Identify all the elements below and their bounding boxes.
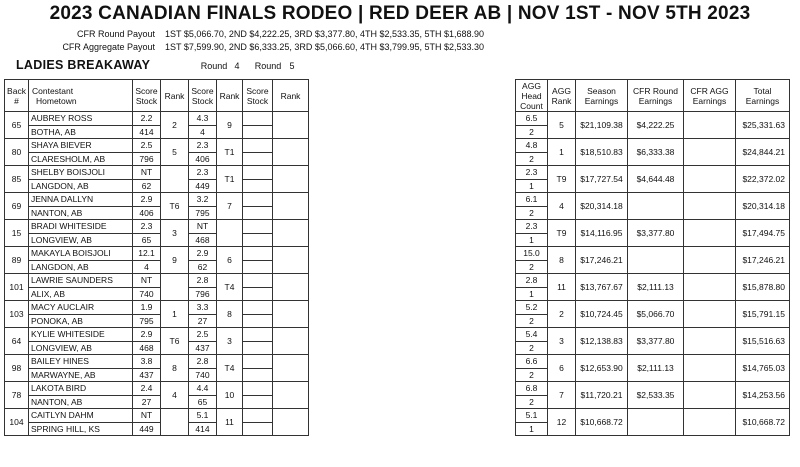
agg-time: 6.1 [516, 193, 548, 207]
earnings-row [516, 409, 790, 423]
contestant-hometown: LONGVIEW, AB [29, 341, 133, 355]
round-5-rank: 10 [217, 382, 243, 409]
back-number: 103 [5, 301, 29, 328]
agg-head-count: 1 [516, 179, 548, 193]
round-4-score: 1.9 [133, 301, 161, 315]
round-5-score: 3.3 [189, 301, 217, 315]
round-5-rank: T1 [217, 166, 243, 193]
cfr-agg-earnings [684, 112, 736, 139]
round-4-rank: 8 [161, 355, 189, 382]
round-5-rank: 3 [217, 328, 243, 355]
round-6-score [243, 301, 273, 315]
agg-rank: 2 [548, 301, 576, 328]
season-earnings: $11,720.21 [576, 382, 628, 409]
agg-rank: 12 [548, 409, 576, 436]
round-4-stock: 449 [133, 422, 161, 436]
contestant-hometown: NANTON, AB [29, 206, 133, 220]
season-earnings: $17,246.21 [576, 247, 628, 274]
table-row [5, 166, 309, 180]
back-number: 98 [5, 355, 29, 382]
cfr-agg-earnings [684, 193, 736, 220]
round-6-stock [243, 368, 273, 382]
contestant-hometown: LONGVIEW, AB [29, 233, 133, 247]
contestant-name: CAITLYN DAHM [29, 409, 133, 423]
round-5-rank: 8 [217, 301, 243, 328]
round-4-score: 2.3 [133, 220, 161, 234]
round-4-stock: 468 [133, 341, 161, 355]
round-4-stock: 795 [133, 314, 161, 328]
cfr-agg-earnings [684, 355, 736, 382]
total-earnings: $10,668.72 [736, 409, 790, 436]
contestant-name: LAKOTA BIRD [29, 382, 133, 396]
table-row-sub [5, 368, 309, 382]
event-name: LADIES BREAKAWAY [16, 58, 151, 72]
round-4-score: NT [133, 274, 161, 288]
round-6-rank [273, 220, 309, 247]
round-4-rank [161, 274, 189, 301]
round-payout [0, 29, 800, 41]
round-5-stock: 27 [189, 314, 217, 328]
round-5-rank: 7 [217, 193, 243, 220]
season-earnings: $10,668.72 [576, 409, 628, 436]
round-6-stock [243, 152, 273, 166]
round-6-rank [273, 355, 309, 382]
agg-head-count: 2 [516, 314, 548, 328]
season-earnings: $20,314.18 [576, 193, 628, 220]
round-4-rank: T6 [161, 193, 189, 220]
round-5-rank: T1 [217, 139, 243, 166]
contestant-hometown: MARWAYNE, AB [29, 368, 133, 382]
contestant-header [29, 80, 133, 112]
agg-time: 2.3 [516, 166, 548, 180]
agg-head-count: 2 [516, 395, 548, 409]
round-6-stock [243, 395, 273, 409]
round-4-score: NT [133, 409, 161, 423]
round-6-rank [273, 166, 309, 193]
table-row [5, 409, 309, 423]
round-4-stock: 27 [133, 395, 161, 409]
round-6-score [243, 355, 273, 369]
back-number: 89 [5, 247, 29, 274]
round-5-score: NT [189, 220, 217, 234]
cfr-round-earnings: $3,377.80 [628, 328, 684, 355]
table-row-sub [5, 422, 309, 436]
season-earnings: $12,138.83 [576, 328, 628, 355]
round-5-score: 2.3 [189, 139, 217, 153]
round-6-score [243, 193, 273, 207]
round-4-score: 2.2 [133, 112, 161, 126]
earnings-row [516, 301, 790, 315]
round-4-score: 2.9 [133, 193, 161, 207]
agg-head-count: 2 [516, 152, 548, 166]
table-row [5, 301, 309, 315]
agg-rank: T9 [548, 166, 576, 193]
table-row [5, 112, 309, 126]
earnings-row [516, 193, 790, 207]
round-6-score [243, 328, 273, 342]
contestant-hometown: PONOKA, AB [29, 314, 133, 328]
round-5-score: 3.2 [189, 193, 217, 207]
round-4-stock: 740 [133, 287, 161, 301]
earnings-row [516, 274, 790, 288]
back-number: 101 [5, 274, 29, 301]
cfr-round-earnings-header: CFR Round Earnings [628, 80, 684, 112]
round-4-stock: 414 [133, 125, 161, 139]
aggregate-payout-label: CFR Aggregate Payout [62, 42, 155, 52]
contestant-name: KYLIE WHITESIDE [29, 328, 133, 342]
agg-head-count: 2 [516, 260, 548, 274]
season-earnings: $12,653.90 [576, 355, 628, 382]
table-row [5, 328, 309, 342]
earnings-row [516, 166, 790, 180]
table-row-sub [5, 287, 309, 301]
round-6-stock [243, 314, 273, 328]
agg-time: 5.2 [516, 301, 548, 315]
cfr-round-earnings [628, 193, 684, 220]
total-earnings: $17,246.21 [736, 247, 790, 274]
cfr-round-earnings: $4,644.48 [628, 166, 684, 193]
cfr-agg-earnings [684, 382, 736, 409]
table-row [5, 247, 309, 261]
season-earnings: $17,727.54 [576, 166, 628, 193]
contestant-hometown: NANTON, AB [29, 395, 133, 409]
total-earnings: $24,844.21 [736, 139, 790, 166]
contestant-hometown: LANGDON, AB [29, 179, 133, 193]
round-5-stock: 437 [189, 341, 217, 355]
aggregate-payout [0, 42, 800, 54]
agg-rank: 7 [548, 382, 576, 409]
agg-head-count: 2 [516, 368, 548, 382]
round-6-rank [273, 301, 309, 328]
agg-head-count-header: AGG Head Count [516, 80, 548, 112]
round-5-rank: T4 [217, 274, 243, 301]
earnings-row [516, 247, 790, 261]
round-6-rank [273, 382, 309, 409]
contestant-name: BAILEY HINES [29, 355, 133, 369]
round-5-rank-header: Rank [217, 80, 243, 112]
round-5-rank [217, 220, 243, 247]
round-4-rank: T6 [161, 328, 189, 355]
round-6-stock [243, 341, 273, 355]
agg-time: 5.4 [516, 328, 548, 342]
table-row-sub [5, 395, 309, 409]
round-6-rank-header: Rank [273, 80, 309, 112]
round-4-score: NT [133, 166, 161, 180]
aggregate-payout-value: 1ST $7,599.90, 2ND $6,333.25, 3RD $5,066.60, 4TH $3,799.95, 5TH $2,533.30 [165, 42, 485, 52]
cfr-round-earnings: $2,111.13 [628, 274, 684, 301]
contestant-name: SHAYA BIEVER [29, 139, 133, 153]
cfr-agg-earnings [684, 220, 736, 247]
contestant-name: MACY AUCLAIR [29, 301, 133, 315]
table-row-sub [5, 341, 309, 355]
cfr-agg-earnings [684, 139, 736, 166]
agg-head-count: 1 [516, 422, 548, 436]
agg-time: 2.8 [516, 274, 548, 288]
round-payout-label: CFR Round Payout [76, 29, 155, 39]
season-earnings-header: Season Earnings [576, 80, 628, 112]
round-payout-value: 1ST $5,066.70, 2ND $4,222.25, 3RD $3,377.80, 4TH $2,533.35, 5TH $1,688.90 [165, 29, 485, 39]
round-6-score-header: Score Stock [243, 80, 273, 112]
agg-time: 6.5 [516, 112, 548, 126]
cfr-round-earnings [628, 409, 684, 436]
total-earnings-header: Total Earnings [736, 80, 790, 112]
cfr-agg-earnings [684, 328, 736, 355]
earnings-row [516, 382, 790, 396]
table-row-sub [5, 260, 309, 274]
round-6-score [243, 166, 273, 180]
agg-time: 6.8 [516, 382, 548, 396]
back-number-header: Back # [5, 80, 29, 112]
season-earnings: $10,724.45 [576, 301, 628, 328]
agg-time: 4.8 [516, 139, 548, 153]
round-5-rank: 6 [217, 247, 243, 274]
round-5-score: 4.3 [189, 112, 217, 126]
table-row-sub [5, 233, 309, 247]
table-row-sub [5, 125, 309, 139]
contestant-name: AUBREY ROSS [29, 112, 133, 126]
cfr-round-earnings: $4,222.25 [628, 112, 684, 139]
round-6-score [243, 274, 273, 288]
round-6-score [243, 139, 273, 153]
cfr-agg-earnings [684, 301, 736, 328]
round-4-rank: 5 [161, 139, 189, 166]
round-6-score [243, 247, 273, 261]
round-4-score: 3.8 [133, 355, 161, 369]
agg-rank: 8 [548, 247, 576, 274]
agg-time: 5.1 [516, 409, 548, 423]
contestant-name: JENNA DALLYN [29, 193, 133, 207]
total-earnings: $25,331.63 [736, 112, 790, 139]
earnings-row [516, 328, 790, 342]
earnings-row [516, 112, 790, 126]
round-6-rank [273, 139, 309, 166]
round-6-rank [273, 409, 309, 436]
round-4-score: 12.1 [133, 247, 161, 261]
table-row-sub [5, 206, 309, 220]
total-earnings: $20,314.18 [736, 193, 790, 220]
total-earnings: $14,765.03 [736, 355, 790, 382]
season-earnings: $21,109.38 [576, 112, 628, 139]
agg-head-count: 2 [516, 125, 548, 139]
round-4-stock: 796 [133, 152, 161, 166]
round-5-score: 2.8 [189, 355, 217, 369]
contestant-hometown: CLARESHOLM, AB [29, 152, 133, 166]
round-5-score-header: Score Stock [189, 80, 217, 112]
table-row [5, 382, 309, 396]
round-4-stock: 406 [133, 206, 161, 220]
round-4-rank [161, 166, 189, 193]
round-6-rank [273, 328, 309, 355]
round-6-rank [273, 247, 309, 274]
round-5-stock: 4 [189, 125, 217, 139]
round-4-number: 4 [234, 61, 240, 71]
round-6-rank [273, 274, 309, 301]
contestant-hometown: SPRING HILL, KS [29, 422, 133, 436]
earnings-row [516, 220, 790, 234]
round-4-stock: 62 [133, 179, 161, 193]
round-5-rank: T4 [217, 355, 243, 382]
round-5-stock: 414 [189, 422, 217, 436]
earnings-row [516, 355, 790, 369]
round-5-stock: 795 [189, 206, 217, 220]
agg-head-count: 1 [516, 287, 548, 301]
agg-rank: 11 [548, 274, 576, 301]
agg-time: 15.0 [516, 247, 548, 261]
hometown-header-label: Hometown [36, 95, 77, 106]
round-5-stock: 65 [189, 395, 217, 409]
round-5-label: Round [254, 61, 282, 71]
total-earnings: $15,516.63 [736, 328, 790, 355]
earnings-header-row [516, 80, 790, 112]
round-4-rank: 2 [161, 112, 189, 139]
round-4-rank: 3 [161, 220, 189, 247]
agg-time: 6.6 [516, 355, 548, 369]
round-4-score-header: Score Stock [133, 80, 161, 112]
round-6-stock [243, 206, 273, 220]
agg-rank: 6 [548, 355, 576, 382]
back-number: 15 [5, 220, 29, 247]
round-5-stock: 449 [189, 179, 217, 193]
table-row [5, 355, 309, 369]
results-header-row [5, 80, 309, 112]
round-5-rank: 11 [217, 409, 243, 436]
round-6-rank [273, 112, 309, 139]
round-5-score: 5.1 [189, 409, 217, 423]
round-5-score: 2.5 [189, 328, 217, 342]
season-earnings: $14,116.95 [576, 220, 628, 247]
round-4-score: 2.5 [133, 139, 161, 153]
round-4-rank [161, 409, 189, 436]
contestant-hometown: BOTHA, AB [29, 125, 133, 139]
back-number: 64 [5, 328, 29, 355]
total-earnings: $14,253.56 [736, 382, 790, 409]
round-5-number: 5 [289, 61, 295, 71]
round-6-stock [243, 233, 273, 247]
contestant-hometown: ALIX, AB [29, 287, 133, 301]
round-4-stock: 437 [133, 368, 161, 382]
round-5-rank: 9 [217, 112, 243, 139]
cfr-round-earnings [628, 247, 684, 274]
cfr-agg-earnings [684, 274, 736, 301]
agg-rank: 3 [548, 328, 576, 355]
cfr-round-earnings: $3,377.80 [628, 220, 684, 247]
round-5-score: 2.3 [189, 166, 217, 180]
round-5-score: 4.4 [189, 382, 217, 396]
round-4-stock: 65 [133, 233, 161, 247]
cfr-agg-earnings-header: CFR AGG Earnings [684, 80, 736, 112]
round-6-stock [243, 179, 273, 193]
round-5-stock: 406 [189, 152, 217, 166]
total-earnings: $17,494.75 [736, 220, 790, 247]
round-4-label: Round [200, 61, 228, 71]
cfr-round-earnings: $6,333.38 [628, 139, 684, 166]
cfr-round-earnings: $5,066.70 [628, 301, 684, 328]
back-number: 80 [5, 139, 29, 166]
season-earnings: $18,510.83 [576, 139, 628, 166]
table-row-sub [5, 179, 309, 193]
earnings-row [516, 139, 790, 153]
earnings-table [515, 79, 790, 436]
round-6-stock [243, 125, 273, 139]
back-number: 78 [5, 382, 29, 409]
round-6-stock [243, 422, 273, 436]
table-row-sub [5, 314, 309, 328]
round-6-score [243, 409, 273, 423]
cfr-agg-earnings [684, 247, 736, 274]
agg-head-count: 2 [516, 341, 548, 355]
agg-head-count: 1 [516, 233, 548, 247]
results-table [4, 79, 309, 436]
table-row [5, 274, 309, 288]
agg-head-count: 2 [516, 206, 548, 220]
table-row-sub [5, 152, 309, 166]
back-number: 69 [5, 193, 29, 220]
contestant-name: SHELBY BOISJOLI [29, 166, 133, 180]
back-number: 65 [5, 112, 29, 139]
round-5-score: 2.8 [189, 274, 217, 288]
round-6-score [243, 112, 273, 126]
round-4-rank: 4 [161, 382, 189, 409]
table-row [5, 139, 309, 153]
cfr-round-earnings: $2,111.13 [628, 355, 684, 382]
round-5-stock: 468 [189, 233, 217, 247]
round-4-score: 2.4 [133, 382, 161, 396]
agg-rank: 5 [548, 112, 576, 139]
cfr-agg-earnings [684, 166, 736, 193]
round-6-stock [243, 287, 273, 301]
table-row [5, 193, 309, 207]
season-earnings: $13,767.67 [576, 274, 628, 301]
round-4-score: 2.9 [133, 328, 161, 342]
contestant-name: LAWRIE SAUNDERS [29, 274, 133, 288]
back-number: 85 [5, 166, 29, 193]
round-6-score [243, 220, 273, 234]
total-earnings: $22,372.02 [736, 166, 790, 193]
round-4-rank-header: Rank [161, 80, 189, 112]
cfr-round-earnings: $2,533.35 [628, 382, 684, 409]
page-title: 2023 CANADIAN FINALS RODEO | RED DEER AB | NOV 1ST - NOV 5TH 2023 [49, 3, 751, 24]
round-5-stock: 796 [189, 287, 217, 301]
agg-rank-header: AGG Rank [548, 80, 576, 112]
total-earnings: $15,791.15 [736, 301, 790, 328]
contestant-header-label: Contestant [32, 85, 74, 96]
agg-rank: 4 [548, 193, 576, 220]
round-6-score [243, 382, 273, 396]
round-5-stock: 62 [189, 260, 217, 274]
contestant-name: MAKAYLA BOISJOLI [29, 247, 133, 261]
table-row [5, 220, 309, 234]
back-number: 104 [5, 409, 29, 436]
contestant-name: BRADI WHITESIDE [29, 220, 133, 234]
round-4-stock: 4 [133, 260, 161, 274]
round-5-score: 2.9 [189, 247, 217, 261]
agg-time: 2.3 [516, 220, 548, 234]
agg-rank: 1 [548, 139, 576, 166]
round-4-rank: 1 [161, 301, 189, 328]
round-5-stock: 740 [189, 368, 217, 382]
round-4-rank: 9 [161, 247, 189, 274]
total-earnings: $15,878.80 [736, 274, 790, 301]
round-6-rank [273, 193, 309, 220]
agg-rank: T9 [548, 220, 576, 247]
contestant-hometown: LANGDON, AB [29, 260, 133, 274]
cfr-agg-earnings [684, 409, 736, 436]
round-6-stock [243, 260, 273, 274]
